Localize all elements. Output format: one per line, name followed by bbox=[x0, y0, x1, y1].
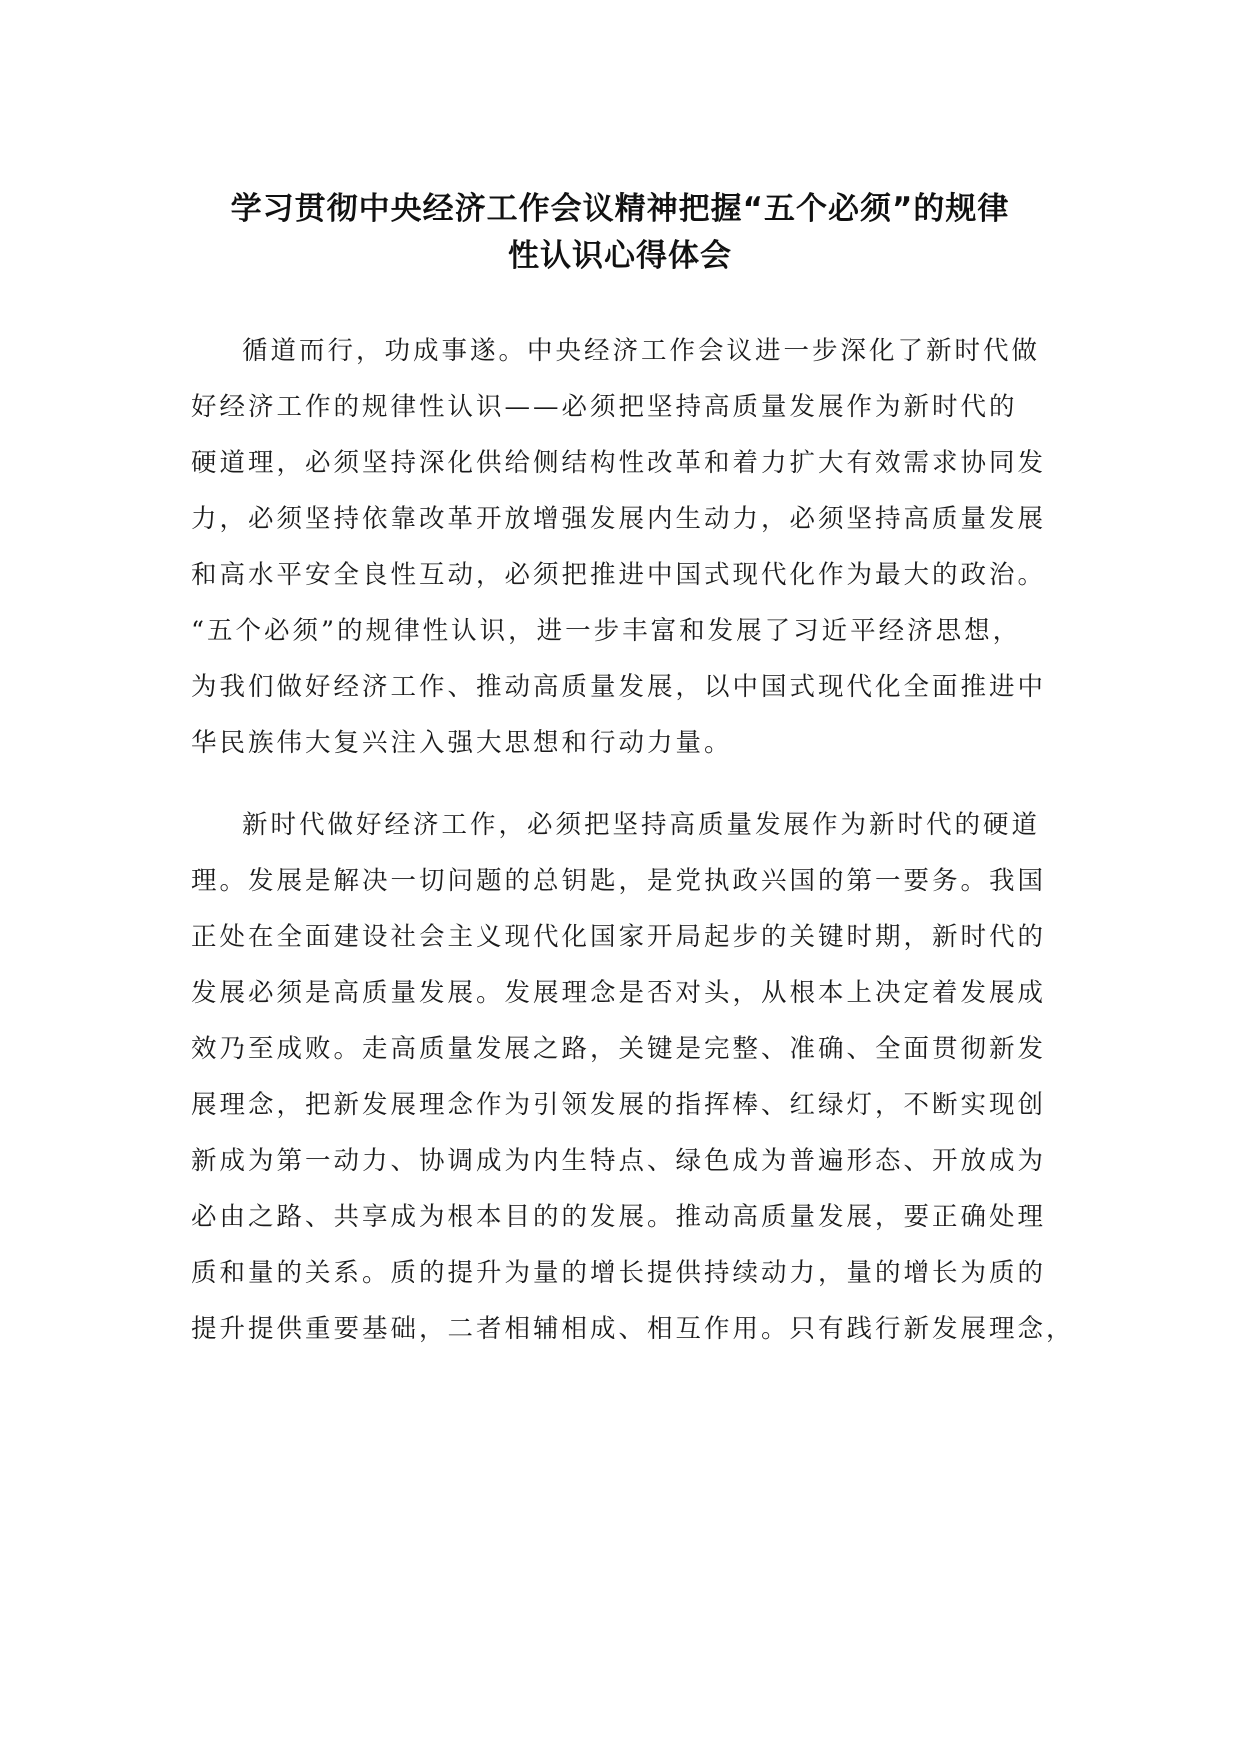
paragraph-line: 硬道理，必须坚持深化供给侧结构性改革和着力扩大有效需求协同发 bbox=[191, 448, 1047, 478]
paragraph-line: 华民族伟大复兴注入强大思想和行动力量。 bbox=[191, 728, 733, 758]
paragraph-intro bbox=[191, 323, 1055, 771]
paragraph-line: 和高水平安全良性互动，必须把推进中国式现代化作为最大的政治。 bbox=[191, 560, 1047, 590]
paragraph-line: 理。发展是解决一切问题的总钥匙，是党执政兴国的第一要务。我国 bbox=[191, 866, 1047, 896]
paragraph-line: 新时代做好经济工作，必须把坚持高质量发展作为新时代的硬道 bbox=[242, 810, 1041, 840]
title-line: 性认识心得体会 bbox=[508, 238, 732, 274]
paragraph-line: 新成为第一动力、协调成为内生特点、绿色成为普遍形态、开放成为 bbox=[191, 1146, 1047, 1176]
paragraph-line: 正处在全面建设社会主义现代化国家开局起步的关键时期，新时代的 bbox=[191, 922, 1047, 952]
paragraph-line: 发展必须是高质量发展。发展理念是否对头，从根本上决定着发展成 bbox=[191, 978, 1047, 1008]
paragraph-line: 好经济工作的规律性认识——必须把坚持高质量发展作为新时代的 bbox=[191, 392, 1018, 422]
paragraph-line: “五个必须”的规律性认识，进一步丰富和发展了习近平经济思想， bbox=[191, 616, 1022, 646]
paragraph-line: 提升提供重要基础，二者相辅相成、相互作用。只有践行新发展理念， bbox=[191, 1314, 1075, 1344]
paragraph-high-quality-development bbox=[191, 797, 1075, 1357]
paragraph-line: 为我们做好经济工作、推动高质量发展，以中国式现代化全面推进中 bbox=[191, 672, 1047, 702]
paragraph-line: 展理念，把新发展理念作为引领发展的指挥棒、红绿灯，不断实现创 bbox=[191, 1090, 1047, 1120]
paragraph-line: 效乃至成败。走高质量发展之路，关键是完整、准确、全面贯彻新发 bbox=[191, 1034, 1047, 1064]
paragraph-line: 力，必须坚持依靠改革开放增强发展内生动力，必须坚持高质量发展 bbox=[191, 504, 1047, 534]
paragraph-line: 质和量的关系。质的提升为量的增长提供持续动力，量的增长为质的 bbox=[191, 1258, 1047, 1288]
paragraph-line: 必由之路、共享成为根本目的的发展。推动高质量发展，要正确处理 bbox=[191, 1202, 1047, 1232]
document-title bbox=[190, 186, 1050, 280]
title-line: 学习贯彻中央经济工作会议精神把握“五个必须”的规律 bbox=[230, 191, 1010, 227]
paragraph-line: 循道而行，功成事遂。中央经济工作会议进一步深化了新时代做 bbox=[242, 336, 1041, 366]
